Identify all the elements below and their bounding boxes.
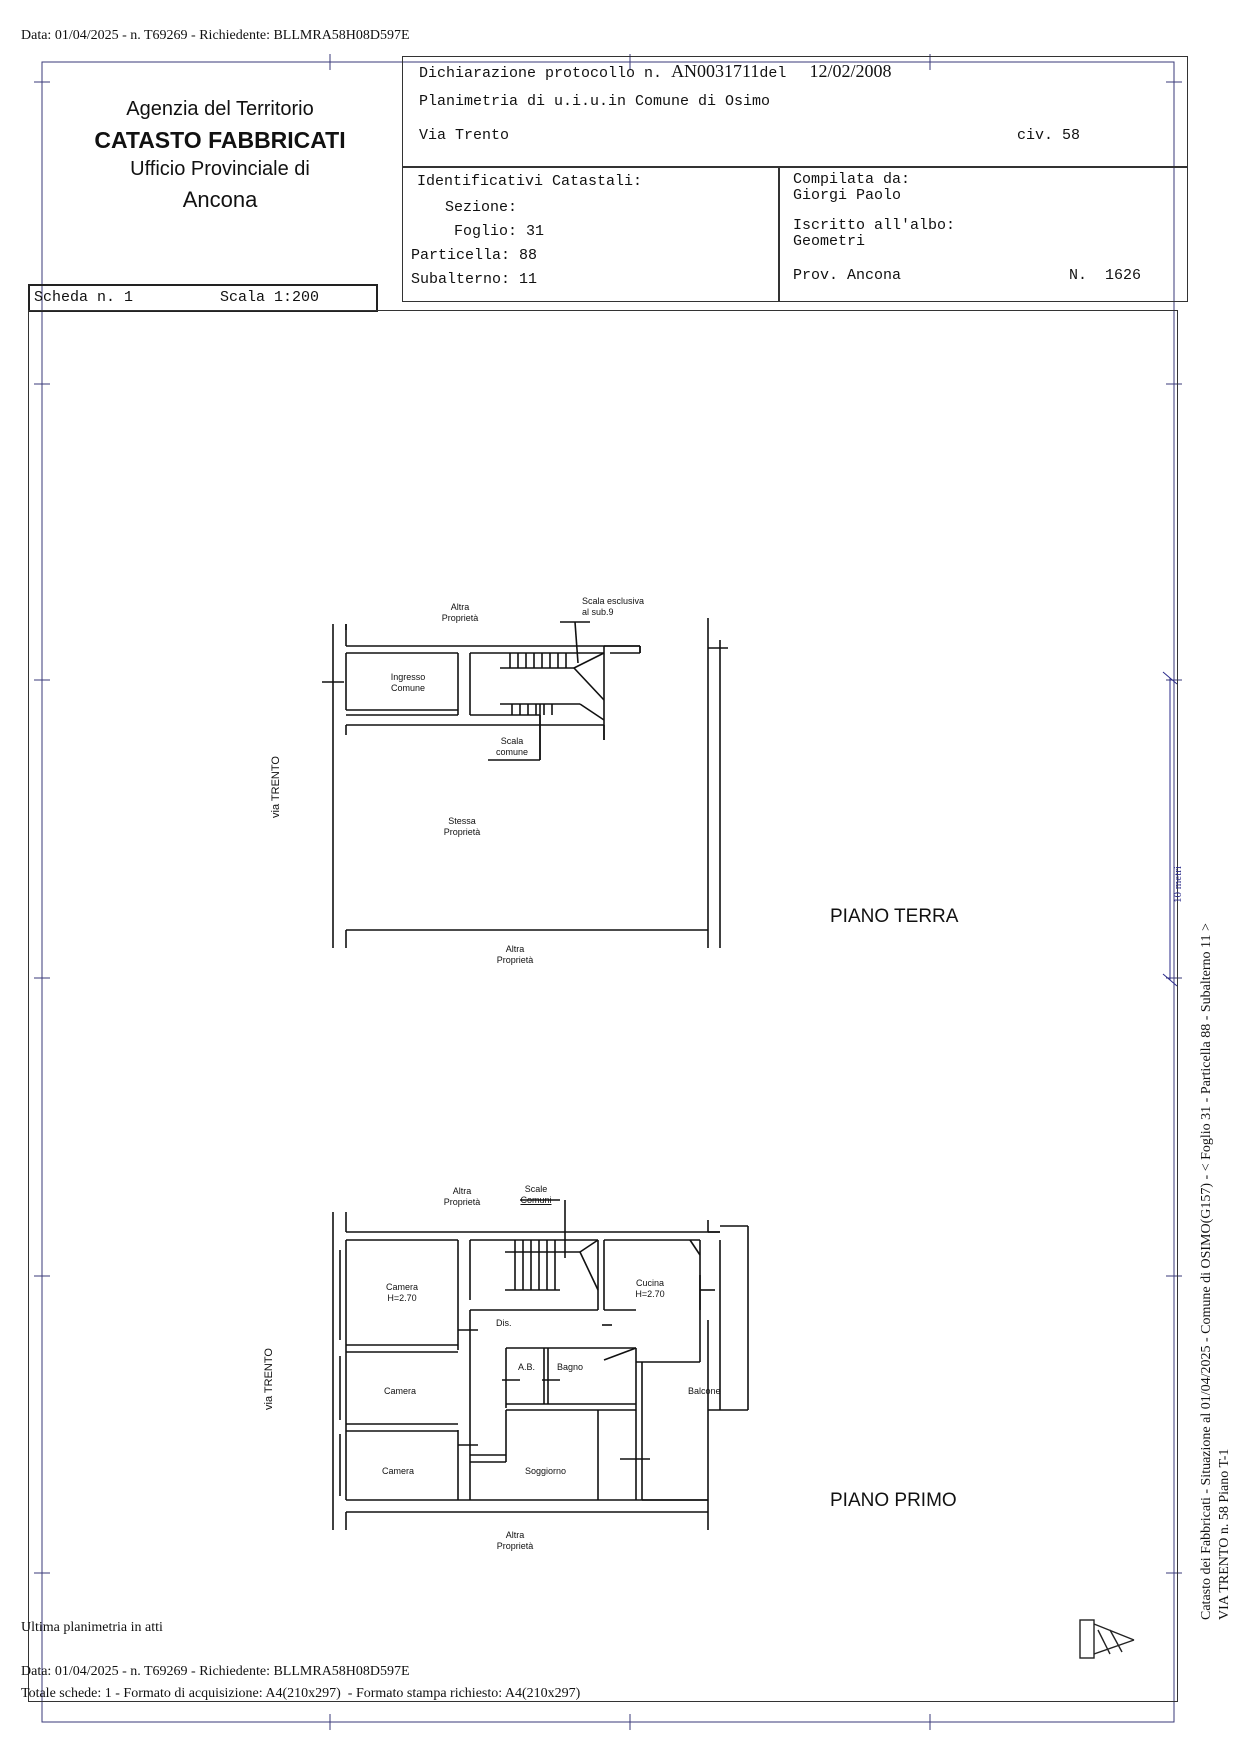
gf-altra-bottom — [485, 944, 545, 966]
ff-scale-2: Comuni — [520, 1195, 552, 1205]
header-request-info: Data: 01/04/2025 - n. T69269 - Richiedente: BLLMRA58H08D597E — [21, 28, 410, 43]
gf-scala-comune — [482, 736, 542, 758]
ff-street-label: via TRENTO — [263, 1348, 275, 1410]
planimetria-line: Planimetria di u.i.u.in Comune di Osimo — [419, 93, 771, 110]
ff-camera-2: Camera — [384, 1386, 417, 1396]
ultima-planimetria: Ultima planimetria in atti — [21, 1620, 163, 1635]
scheda-number: Scheda n. 1 — [34, 289, 134, 306]
albo-label: Iscritto all'albo: — [793, 217, 956, 234]
gf-scala-comune-1: Scala — [500, 736, 524, 746]
albo-value: Geometri — [793, 233, 866, 250]
compiled-name: Giorgi Paolo — [793, 187, 902, 204]
street-line: Via Trento — [419, 127, 510, 144]
gf-ingresso-2: Comune — [390, 683, 426, 693]
ff-camera-1 — [372, 1282, 432, 1304]
declaration-date: 12/02/2008 — [809, 61, 892, 81]
scheda-scale: Scala 1:200 — [220, 289, 320, 306]
ff-camera-1-name: Camera — [385, 1282, 418, 1292]
gf-altra-top — [430, 602, 490, 624]
declaration-label: Dichiarazione protocollo n. — [419, 65, 663, 82]
gf-ingresso — [378, 672, 438, 694]
ufficio-city: Ancona — [182, 187, 258, 212]
gf-altra-top-2: Proprietà — [441, 613, 479, 623]
gf-altra-bottom-1: Altra — [505, 944, 525, 954]
gf-street-label: via TRENTO — [270, 756, 282, 818]
side-caption-line-2: VIA TRENTO n. 58 Piano T-1 — [1217, 1448, 1232, 1620]
piano-primo-title: PIANO PRIMO — [830, 1490, 957, 1511]
ff-cucina-height: H=2.70 — [635, 1289, 665, 1299]
gf-scala-esclusiva-2: al sub.9 — [582, 607, 614, 617]
gf-scala-comune-2: comune — [495, 747, 529, 757]
sezione: Sezione: — [445, 199, 518, 216]
civic-number: civ. 58 — [1017, 127, 1081, 144]
ff-altra-bottom — [485, 1530, 545, 1552]
ff-cucina — [620, 1278, 680, 1300]
subalterno: Subalterno: 11 — [411, 271, 538, 288]
gf-stessa-2: Proprietà — [443, 827, 481, 837]
scale-marker-label: 10 metri — [1172, 866, 1184, 903]
ff-camera-3: Camera — [382, 1466, 415, 1476]
declaration-del: del — [759, 65, 787, 82]
gf-altra-bottom-2: Proprietà — [496, 955, 534, 965]
ff-soggiorno: Soggiorno — [525, 1466, 567, 1476]
ff-scale-1: Scale — [524, 1184, 548, 1194]
agency-name: Agenzia del Territorio — [126, 98, 314, 120]
compiled-label: Compilata da: — [793, 171, 911, 188]
ff-bagno: Bagno — [557, 1362, 584, 1372]
gf-stessa-1: Stessa — [448, 816, 476, 826]
declaration-number: AN0031711 — [671, 61, 760, 81]
ff-ab: A.B. — [518, 1362, 536, 1372]
north-arrow-icon — [1076, 1618, 1140, 1662]
footer-request-info: Data: 01/04/2025 - n. T69269 - Richiedente: BLLMRA58H08D597E — [21, 1664, 410, 1679]
ff-altra-top-2: Proprietà — [443, 1197, 481, 1207]
gf-scala-esclusiva-1: Scala esclusiva — [582, 596, 645, 606]
ufficio-label: Ufficio Provinciale di — [130, 158, 310, 180]
ff-cucina-name: Cucina — [635, 1278, 664, 1288]
gf-altra-top-1: Altra — [450, 602, 470, 612]
ff-altra-top — [432, 1186, 492, 1208]
gf-stessa — [432, 816, 492, 838]
ff-scale-comuni — [506, 1184, 566, 1206]
identifiers-title: Identificativi Catastali: — [417, 173, 643, 190]
side-caption-line-1: Catasto dei Fabbricati - Situazione al 01/04/2025 - Comune di OSIMO(G157) - < Foglio 31 - Particella 88 - Subalterno 11 > — [1199, 923, 1214, 1620]
ff-camera-1-height: H=2.70 — [387, 1293, 417, 1303]
footer-format-info: Totale schede: 1 - Formato di acquisizione: A4(210x297) - Formato stampa richiesto: A4(210x297) — [21, 1686, 581, 1701]
foglio: Foglio: 31 — [454, 223, 545, 240]
ff-balcone: Balcone — [688, 1386, 721, 1396]
piano-terra-title: PIANO TERRA — [830, 906, 959, 927]
albo-number: N. 1626 — [1069, 267, 1142, 284]
side-caption — [1198, 923, 1234, 1620]
particella: Particella: 88 — [411, 247, 538, 264]
ff-altra-bottom-1: Altra — [505, 1530, 525, 1540]
catasto-title: CATASTO FABBRICATI — [94, 127, 346, 153]
ff-altra-top-1: Altra — [452, 1186, 472, 1196]
ff-altra-bottom-2: Proprietà — [496, 1541, 534, 1551]
ff-dis: Dis. — [496, 1318, 512, 1328]
gf-ingresso-1: Ingresso — [390, 672, 426, 682]
gf-scala-esclusiva — [582, 596, 644, 618]
province: Prov. Ancona — [793, 267, 902, 284]
